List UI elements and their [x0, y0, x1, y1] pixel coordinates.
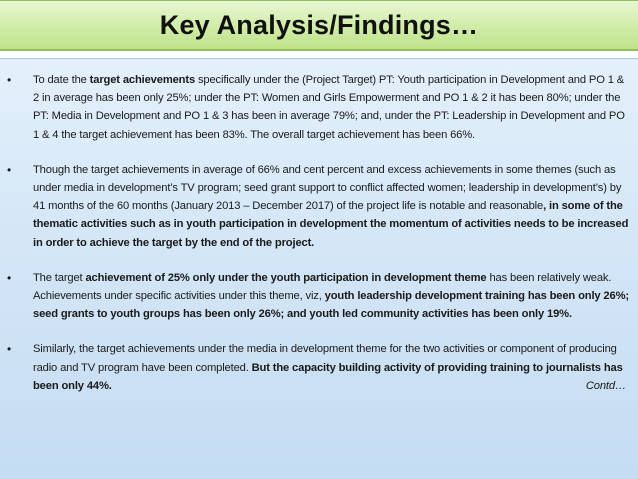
- bullet-icon: •: [7, 73, 12, 87]
- content-panel: [0, 58, 638, 479]
- bullet-text: [33, 272, 629, 320]
- bullet-icon: •: [7, 162, 12, 177]
- text-segment: The target: [33, 271, 86, 284]
- bullet-icon: •: [7, 270, 12, 285]
- title-bar: [0, 0, 638, 51]
- bullet-text: [33, 74, 625, 141]
- text-segment-bold: , in some of the thematic activities such as in youth participation in development the momentum of activities needs to be increased in order to achieve the target by the end of the project.: [33, 200, 629, 249]
- slide-title: Key Analysis/Findings…: [159, 9, 479, 40]
- contd-label: Contd…: [585, 379, 626, 392]
- bullet-item: [0, 71, 638, 144]
- text-segment: specifically under the (Project Target) PT: Youth participation in Development and PO 1 & 2 in average has been only 25%; under the PT: Women and Girls Empowerment and PO 1 & 2 it has been 80%; under the PT: Media in Development and PO 1 & 3 has been in average 79%; and, under the PT: Leadership in Development and PO 1 & 4 the target achievement has been 83%. The overall target achievement has been 66%.: [33, 74, 625, 141]
- text-segment: has been relatively weak. Achievements under specific activities under this theme, viz,: [33, 271, 612, 303]
- bullet-item: [0, 269, 638, 324]
- bullet-icon: •: [7, 342, 12, 357]
- text-segment: Though the target achievements in average of 66% and cent percent and excess achievements in some themes (such as under media in development’s TV program; seed grant support to conflict affected women; leadership in development’s) by 41 months of the 60 months (January 2013 – December 2017) of the project life is notable and reasonable: [33, 163, 622, 213]
- bullet-text: [33, 343, 626, 392]
- text-segment: Similarly, the target achievements under the media in development theme for the two activities or component of producing radio and TV program have been completed.: [33, 343, 617, 374]
- bullet-list: [0, 71, 638, 395]
- text-segment: To date the: [33, 74, 90, 86]
- bullet-text: [33, 164, 628, 249]
- bullet-item: [0, 340, 638, 395]
- text-segment-bold: But the capacity building activity of providing training to journalists has been only 44%.: [33, 361, 623, 392]
- text-segment-bold: target achievements: [89, 74, 196, 86]
- bullet-item: [0, 161, 638, 252]
- text-segment-bold: achievement of 25% only under the youth participation in development theme: [85, 271, 487, 284]
- text-segment-bold: youth leadership development training has been only 26%; seed grants to youth groups has been only 26%; and youth led community activities has been only 19%.: [33, 290, 629, 321]
